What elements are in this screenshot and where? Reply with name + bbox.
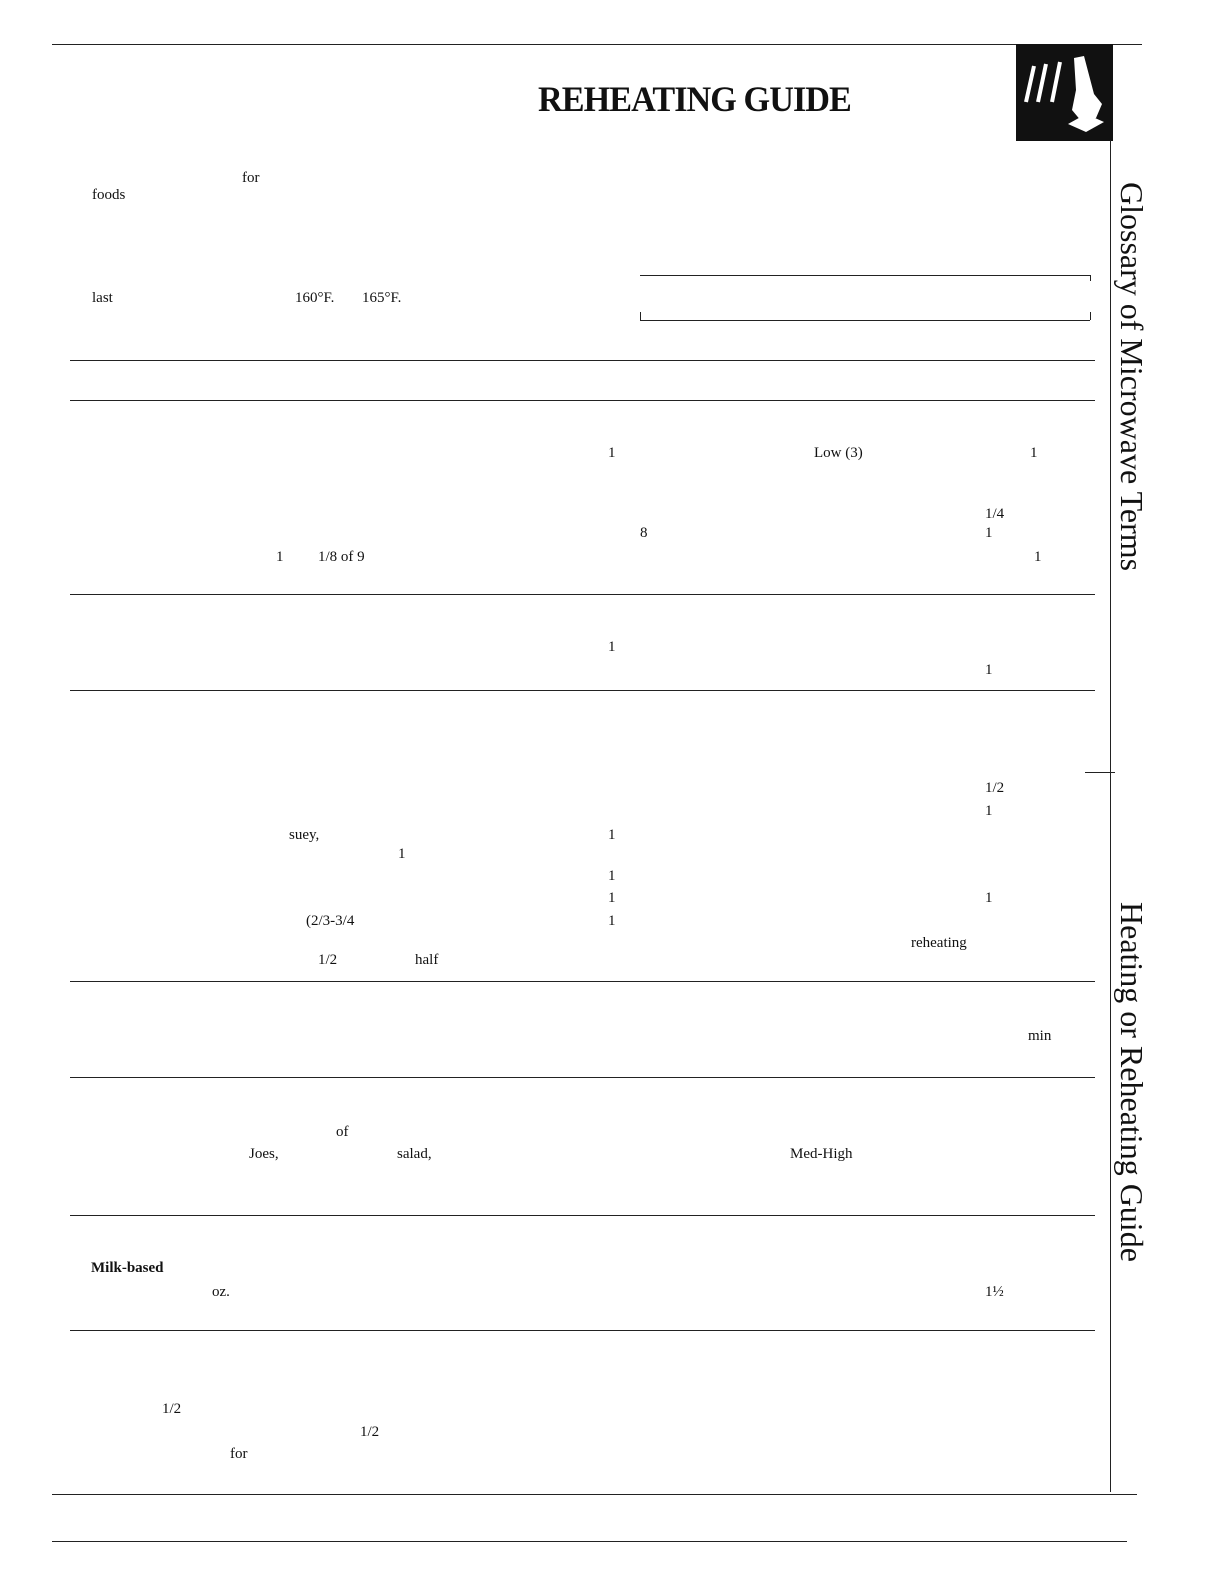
text-fragment: oz. [212, 1284, 230, 1300]
text-fragment: 1 [608, 890, 616, 906]
text-fragment: 1 [985, 525, 993, 541]
text-fragment: 1/2 [318, 952, 338, 968]
text-fragment: 1/2 [360, 1424, 380, 1440]
sidebar-bottom-label: Heating or Reheating Guide [1114, 902, 1150, 1262]
page-title: REHEATING GUIDE [538, 79, 851, 119]
text-fragment: Milk-based [91, 1260, 164, 1276]
note-box-bottom [640, 320, 1090, 321]
table-rule-7 [70, 1215, 1095, 1216]
text-fragment: 1 [608, 827, 616, 843]
top-rule [52, 44, 1142, 45]
text-fragment: 1 [1034, 549, 1042, 565]
hand-pressing-pad-icon [1016, 44, 1113, 141]
text-fragment: for [242, 170, 260, 186]
text-fragment: suey, [289, 827, 320, 843]
text-fragment: 1 [608, 639, 616, 655]
text-fragment: (2/3-3/4 [306, 913, 355, 929]
text-fragment: 1 [608, 445, 616, 461]
text-fragment: salad, [397, 1146, 432, 1162]
text-fragment: 1 [985, 890, 993, 906]
table-rule-5 [70, 981, 1095, 982]
text-fragment: 1/2 [985, 780, 1005, 796]
text-fragment: 1½ [985, 1284, 1004, 1300]
text-fragment: 1 [985, 803, 993, 819]
note-box-top [640, 275, 1090, 276]
text-fragment: 1 [608, 868, 616, 884]
text-fragment: 1 [985, 662, 993, 678]
section-tab [1016, 44, 1113, 141]
note-box-right [1090, 275, 1091, 281]
sidebar-tick [1085, 772, 1115, 773]
text-fragment: last [92, 290, 113, 306]
bottom-rule [52, 1494, 1137, 1495]
text-fragment: 8 [640, 525, 648, 541]
footer-rule [52, 1541, 1127, 1542]
text-fragment: 160°F. [295, 290, 335, 306]
text-fragment: min [1028, 1028, 1052, 1044]
table-rule-2 [70, 400, 1095, 401]
text-fragment: 1 [398, 846, 406, 862]
text-fragment: Low (3) [814, 445, 863, 461]
text-fragment: foods [92, 187, 126, 203]
text-fragment: 1/4 [985, 506, 1005, 522]
text-fragment: Med-High [790, 1146, 853, 1162]
sidebar-top-label: Glossary of Microwave Terms [1114, 182, 1150, 572]
note-box-left [640, 312, 641, 320]
text-fragment: 1 [1030, 445, 1038, 461]
text-fragment: of [336, 1124, 349, 1140]
text-fragment: 1/2 [162, 1401, 182, 1417]
table-rule-1 [70, 360, 1095, 361]
table-rule-3 [70, 594, 1095, 595]
text-fragment: 1/8 of 9 [318, 549, 365, 565]
table-rule-6 [70, 1077, 1095, 1078]
table-rule-4 [70, 690, 1095, 691]
text-fragment: reheating [911, 935, 967, 951]
table-rule-8 [70, 1330, 1095, 1331]
note-box-right-lower [1090, 312, 1091, 320]
text-fragment: 1 [608, 913, 616, 929]
text-fragment: 165°F. [362, 290, 402, 306]
text-fragment: Joes, [249, 1146, 279, 1162]
text-fragment: for [230, 1446, 248, 1462]
sidebar-divider [1110, 140, 1111, 1492]
text-fragment: 1 [276, 549, 284, 565]
text-fragment: half [415, 952, 439, 968]
